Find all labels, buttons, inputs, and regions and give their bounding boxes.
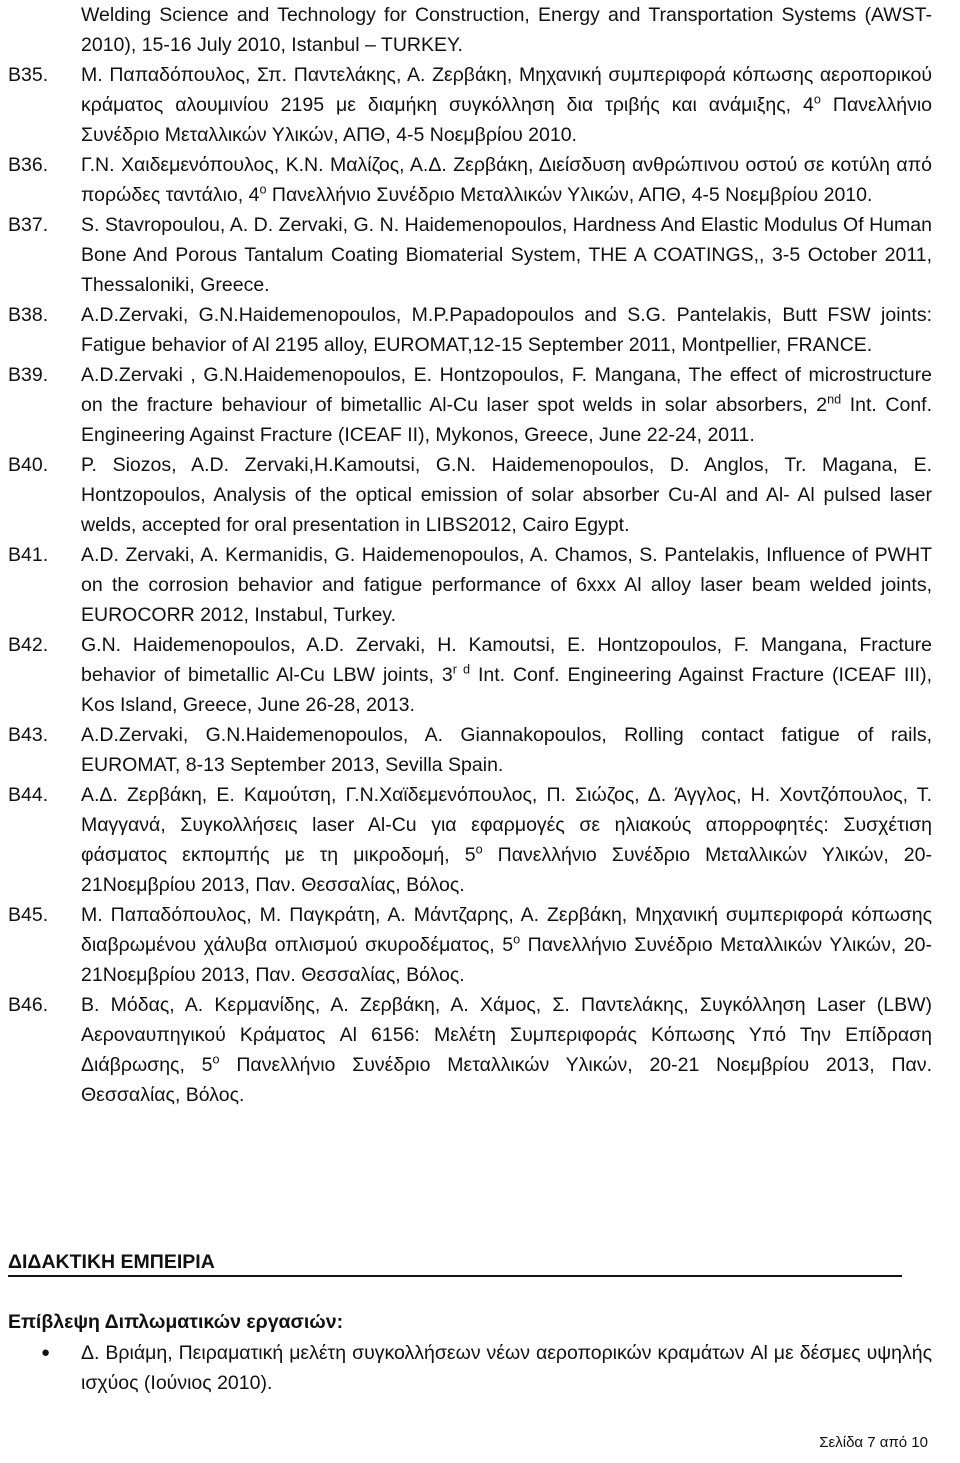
reference-text: A.D.Zervaki, G.N.Haidemenopoulos, A. Giannakopoulos, Rolling contact fatigue of rails, EUROMAT, 8-13 September 2013, Sevilla Spain.	[81, 724, 932, 776]
reference-text: S. Stavropoulou, A. D. Zervaki, G. N. Haidemenopoulos, Hardness And Elastic Modulus Of Human Bone And Porous Tantalum Coating Biomaterial System, THE A COATINGS,, 3-5 October 2011, Thessaloniki, Greece.	[81, 214, 932, 296]
reference-number: B35.	[8, 64, 49, 86]
page-number: Σελίδα 7 από 10	[819, 1434, 928, 1451]
reference-number: B39.	[8, 364, 49, 386]
list-item	[8, 780, 932, 900]
reference-number: B45.	[8, 904, 49, 926]
reference-number: B37.	[8, 214, 49, 236]
list-item	[8, 0, 932, 60]
reference-text: Welding Science and Technology for Construction, Energy and Transportation Systems (AWST-2010), 15-16 July 2010, Istanbul – TURKEY.	[81, 4, 932, 56]
list-item	[8, 60, 932, 150]
bullet-icon: ●	[41, 1344, 51, 1361]
reference-text: A.D.Zervaki , G.N.Haidemenopoulos, E. Hontzopoulos, F. Mangana, The effect of microstructure on the fracture behaviour of bimetallic Al-Cu laser spot welds in solar absorbers, 2nd Int. Conf. Engineering Against Fracture (ICEAF II), Mykonos, Greece, June 22-24, 2011.	[81, 364, 932, 446]
reference-text: Α.Δ. Ζερβάκη, Ε. Καμούτση, Γ.Ν.Χαϊδεμενόπουλος, Π. Σιώζος, Δ. Άγγλος, Η. Χοντζόπουλος, Τ. Μαγγανά, Συγκολλήσεις laser Al-Cu για εφαρμογές σε ηλιακούς απορροφητές: Συσχέτιση φάσματος εκπομπής με τη μικροδομή, $5^o$ Πανελλήνιο Συνέδριο Μεταλλικών Υλικών, 20-21Νοεμβρίου 2013, Παν. Θεσσαλίας, Βόλος.	[81, 784, 932, 896]
reference-number	[8, 0, 81, 60]
subsection-title: Επίβλεψη Διπλωματικών εργασιών:	[8, 1311, 344, 1333]
list-item	[8, 210, 932, 300]
reference-number: B38.	[8, 304, 49, 326]
reference-number: B40.	[8, 454, 49, 476]
reference-text: P. Siozos, A.D. Zervaki,H.Kamoutsi, G.N. Haidemenopoulos, D. Anglos, Tr. Magana, E. Hontzopoulos, Analysis of the optical emission of solar absorber Cu-Al and Al- Al pulsed laser welds, accepted for oral presentation in LIBS2012, Cairo Egypt.	[81, 454, 932, 536]
reference-number: B43.	[8, 724, 49, 746]
reference-text: A.D.Zervaki, G.N.Haidemenopoulos, M.P.Papadopoulos and S.G. Pantelakis, Butt FSW joints: Fatigue behavior of Al 2195 alloy, EUROMAT,12-15 September 2011, Montpellier, FRANCE.	[81, 304, 932, 356]
reference-number: B42.	[8, 634, 49, 656]
bullet-list	[8, 1338, 932, 1398]
list-item	[8, 720, 932, 780]
list-item	[8, 450, 932, 540]
reference-text: Β. Μόδας, Α. Κερμανίδης, Α. Ζερβάκη, Α. Χάμος, Σ. Παντελάκης, Συγκόλληση Laser (LBW) Αεροναυπηγικού Κράματος Al 6156: Μελέτη Συμπεριφοράς Κόπωσης Υπό Την Επίδραση Διάβρωσης, $5^o$ Πανελλήνιο Συνέδριο Μεταλλικών Υλικών, 20-21 Νοεμβρίου 2013, Παν. Θεσσαλίας, Βόλος.	[81, 994, 933, 1106]
list-item	[8, 540, 932, 630]
reference-number: B46.	[8, 994, 49, 1016]
reference-text: A.D. Zervaki, A. Kermanidis, G. Haidemenopoulos, A. Chamos, S. Pantelakis, Influence of PWHT on the corrosion behavior and fatigue performance of 6xxx Al alloy laser beam welded joints, EUROCORR 2012, Instabul, Turkey.	[81, 544, 932, 626]
reference-number: B36.	[8, 154, 49, 176]
reference-number: B44.	[8, 784, 49, 806]
list-item	[8, 630, 932, 720]
reference-text: Γ.Ν. Χαιδεμενόπουλος, Κ.Ν. Μαλίζος, Α.Δ. Ζερβάκη, Διείσδυση ανθρώπινου οστού σε κοτύλη από πορώδες ταντάλιο, $4^o$ Πανελλήνιο Συνέδριο Μεταλλικών Υλικών, ΑΠΘ, 4-5 Νοεμβρίου 2010.	[81, 154, 932, 206]
reference-number: B41.	[8, 544, 49, 566]
list-item	[8, 990, 932, 1110]
list-item	[8, 300, 932, 360]
reference-text: Μ. Παπαδόπουλος, Σπ. Παντελάκης, Α. Ζερβάκη, Μηχανική συμπεριφορά κόπωσης αεροπορικού κράματος αλουμινίου 2195 με διαμήκη συγκόλληση δια τριβής και ανάμιξης, $4^o$ Πανελλήνιο Συνέδριο Μεταλλικών Υλικών, ΑΠΘ, 4-5 Νοεμβρίου 2010.	[81, 64, 932, 146]
reference-list	[8, 0, 932, 1110]
list-item	[8, 150, 932, 210]
list-item: Δ. Βριάμη, Πειραματική μελέτη συγκολλήσεων νέων αεροπορικών κραμάτων Al με δέσμες υψηλής ισχύος (Ιούνιος 2010).	[81, 1342, 932, 1394]
list-item	[8, 900, 932, 990]
section-title: ΔΙΔΑΚΤΙΚΗ ΕΜΠΕΙΡΙΑ	[8, 1249, 902, 1277]
reference-text: G.N. Haidemenopoulos, A.D. Zervaki, H. Kamoutsi, E. Hontzopoulos, F. Mangana, Fracture behavior of bimetallic Al-Cu LBW joints, $3^{r d}$ Int. Conf. Engineering Against Fracture (ICEAF III), Kos Island, Greece, June 26-28, 2013.	[81, 634, 932, 716]
reference-text: Μ. Παπαδόπουλος, Μ. Παγκράτη, Α. Μάντζαρης, Α. Ζερβάκη, Μηχανική συμπεριφορά κόπωσης διαβρωμένου χάλυβα οπλισμού σκυροδέματος, $5^o$ Πανελλήνιο Συνέδριο Μεταλλικών Υλικών, 20-21Νοεμβρίου 2013, Παν. Θεσσαλίας, Βόλος.	[81, 904, 932, 986]
list-item	[8, 360, 932, 450]
